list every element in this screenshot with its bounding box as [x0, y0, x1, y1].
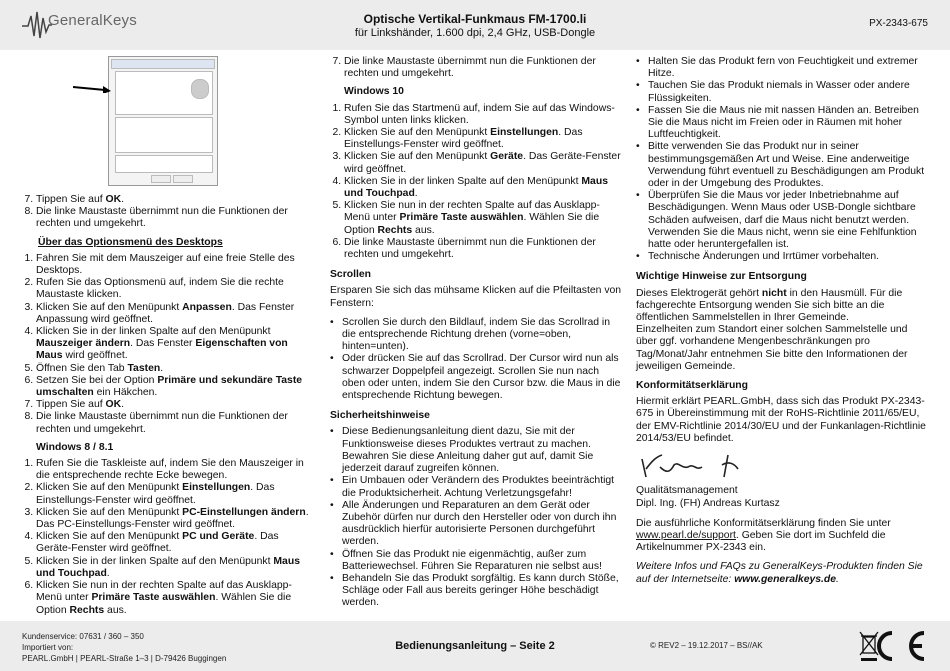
- list-item: 7. Tippen Sie auf OK.: [36, 399, 314, 411]
- list-item: 8. Die linke Maustaste übernimmt nun die Funktionen der rechten und umgekehrt.: [36, 206, 314, 230]
- detailed-conformity-paragraph: Die ausführliche Konformitätserklärung finden Sie unter www.pearl.de/support. Geben Sie dort im Suchfeld die Artikelnummer PX-2343 ein.: [636, 517, 891, 554]
- disposal-paragraph-2: Einzelheiten zum Standort einer solchen Sammelstelle und über ggf. vorhandene Mengenbeschränkungen pro Tag/Monat/Jahr entnehmen Sie bitte den Informationen der jeweiligen Gemeinde.: [636, 324, 908, 372]
- qm-title: Qualitätsmanagement: [636, 485, 738, 497]
- arrow-icon: [73, 85, 111, 93]
- steps-list-a: [22, 194, 314, 231]
- qm-name: Dipl. Ing. (FH) Andreas Kurtasz: [636, 497, 780, 509]
- list-item: • Halten Sie das Produkt fern von Feuchtigkeit und extremer Hitze.: [648, 56, 928, 80]
- list-item: 5. Klicken Sie in der linken Spalte auf den Menüpunkt Maus und Touchpad.: [36, 556, 314, 580]
- safety-list: [330, 426, 622, 609]
- signature-image: [636, 447, 776, 481]
- list-item: 3. Klicken Sie auf den Menüpunkt PC-Einstellungen ändern. Das PC-Einstellungs-Fenster wird geöffnet.: [36, 507, 314, 531]
- list-item: 4. Klicken Sie in der linken Spalte auf den Menüpunkt Mauszeiger ändern. Das Fenster Eigenschaften von Maus wird geöffnet.: [36, 326, 314, 363]
- list-item: 3. Klicken Sie auf den Menüpunkt Geräte. Das Geräte-Fenster wird geöffnet.: [344, 151, 622, 175]
- ce-mark-icon: [864, 629, 928, 663]
- list-item: • Alle Änderungen und Reparaturen an dem Gerät oder Zubehör dürfen nur durch den Hersteller oder von durch ihn ausdrücklich hierfür autorisierte Personen durchgeführt werden.: [342, 500, 622, 549]
- heading-windows-8: Windows 8 / 8.1: [36, 441, 114, 453]
- column-3: [636, 56, 928, 593]
- steps-list-windows-8-continued: [330, 56, 622, 80]
- list-item: 1. Fahren Sie mit dem Mauszeiger auf eine freie Stelle des Desktops.: [36, 253, 314, 277]
- scroll-list: [330, 317, 622, 402]
- heading-scroll: Scrollen: [330, 269, 371, 281]
- document-title: Optische Vertikal-Funkmaus FM-1700.li: [363, 12, 587, 26]
- list-item: 8. Die linke Maustaste übernimmt nun die Funktionen der rechten und umgekehrt.: [36, 411, 314, 435]
- importer-address: PEARL.GmbH | PEARL-Straße 1–3 | D-79426 Buggingen: [22, 654, 227, 663]
- list-item: • Bitte verwenden Sie das Produkt nur in seiner bestimmungsgemäßen Art und Weise. Eine anderweitige Verwendung führt eventuell zu Beschädigungen am Produkt oder in der Umgebung des Produktes.: [648, 141, 928, 190]
- list-item: 2. Klicken Sie auf den Menüpunkt Einstellungen. Das Einstellungs-Fenster wird geöffnet.: [36, 482, 314, 506]
- steps-list-windows-10: [330, 103, 622, 262]
- list-item: 7. Tippen Sie auf OK.: [36, 194, 314, 206]
- page-header: [0, 0, 950, 50]
- list-item: • Tauchen Sie das Produkt niemals in Wasser oder andere Flüssigkeiten.: [648, 80, 928, 104]
- importer-label: Importiert von:: [22, 643, 74, 652]
- list-item: 2. Klicken Sie auf den Menüpunkt Einstellungen. Das Einstellungs-Fenster wird geöffnet.: [344, 127, 622, 151]
- list-item: • Überprüfen Sie die Maus vor jeder Inbetriebnahme auf Beschädigungen. Wenn Maus oder USB-Dongle sichtbare Schäden aufweisen, darf die Maus nicht benutzt werden. Verwenden Sie die Maus nicht, wenn sie eine Fehlfunktion hatte oder heruntergefallen ist.: [648, 190, 928, 251]
- list-item: • Behandeln Sie das Produkt sorgfältig. Es kann durch Stöße, Schläge oder Fall aus bereits geringer Höhe beschädigt werden.: [342, 573, 622, 610]
- safety-list-continued: [636, 56, 928, 263]
- heading-conformity: Konformitätserklärung: [636, 380, 749, 392]
- list-item: 3. Klicken Sie auf den Menüpunkt Anpassen. Das Fenster Anpassung wird geöffnet.: [36, 302, 314, 326]
- column-2: [330, 56, 622, 610]
- mouse-properties-screenshot: [108, 56, 218, 186]
- heading-desktop: Über das Optionsmenü des Desktops: [38, 236, 223, 248]
- list-item: • Fassen Sie die Maus nie mit nassen Händen an. Betreiben Sie die Maus nicht im Freien oder in Räumen mit hoher Luftfeuchtigkeit.: [648, 105, 928, 142]
- list-item: • Technische Änderungen und Irrtümer vorbehalten.: [648, 251, 928, 263]
- list-item: 4. Klicken Sie in der linken Spalte auf den Menüpunkt Maus und Touchpad.: [344, 176, 622, 200]
- list-item: • Ein Umbauen oder Verändern des Produktes beeinträchtigt die Produktsicherheit. Achtung Verletzungsgefahr!: [342, 475, 622, 499]
- list-item: 5. Klicken Sie nun in der rechten Spalte auf das Ausklapp-Menü unter Primäre Taste auswählen. Wählen Sie die Option Rechts aus.: [344, 200, 622, 237]
- list-item: 1. Rufen Sie die Taskleiste auf, indem Sie den Mauszeiger in die entsprechende rechte Ecke bewegen.: [36, 458, 314, 482]
- list-item: 6. Setzen Sie bei der Option Primäre und sekundäre Taste umschalten ein Häkchen.: [36, 375, 314, 399]
- steps-list-windows-8: [22, 458, 314, 617]
- footer-contact: [22, 631, 226, 664]
- page-label: Bedienungsanleitung – Seite 2: [395, 640, 555, 652]
- heading-disposal: Wichtige Hinweise zur Entsorgung: [636, 271, 807, 283]
- list-item: • Diese Bedienungsanleitung dient dazu, Sie mit der Funktionsweise dieses Produktes vertraut zu machen. Bewahren Sie diese Anleitung daher gut auf, damit Sie jederzeit darauf zugreifen können.: [342, 426, 622, 475]
- scroll-intro: Ersparen Sie sich das mühsame Klicken auf die Pfeiltasten von Fenstern:: [330, 285, 622, 309]
- list-item: • Oder drücken Sie auf das Scrollrad. Der Cursor wird nun als schwarzer Doppelpfeil angezeigt. Scrollen Sie nun nach oben oder unten, indem Sie den Cursor bzw. die Maus in die entsprechende Richtung bewegen.: [342, 353, 622, 402]
- customer-service: Kundenservice: 07631 / 360 – 350: [22, 632, 144, 641]
- list-item: • Öffnen Sie das Produkt nie eigenmächtig, außer zum Batteriewechsel. Führen Sie Reparaturen nie selbst aus!: [342, 549, 622, 573]
- product-code: PX-2343-675: [869, 18, 928, 29]
- steps-list-desktop: [22, 253, 314, 436]
- list-item: 7. Die linke Maustaste übernimmt nun die Funktionen der rechten und umgekehrt.: [344, 56, 622, 80]
- more-info-paragraph: Weitere Infos und FAQs zu GeneralKeys-Produkten finden Sie auf der Internetseite: www.generalkeys.de.: [636, 561, 923, 585]
- revision-label: © REV2 – 19.12.2017 – BS//AK: [650, 641, 763, 650]
- heading-windows-10: Windows 10: [344, 86, 404, 98]
- heading-safety: Sicherheitshinweise: [330, 410, 430, 422]
- list-item: 6. Die linke Maustaste übernimmt nun die Funktionen der rechten und umgekehrt.: [344, 237, 622, 261]
- list-item: 1. Rufen Sie das Startmenü auf, indem Sie auf das Windows-Symbol unten links klicken.: [344, 103, 622, 127]
- list-item: 5. Öffnen Sie den Tab Tasten.: [36, 363, 314, 375]
- page-footer: [0, 621, 950, 671]
- disposal-paragraph-1: Dieses Elektrogerät gehört nicht in den Hausmüll. Für die fachgerechte Entsorgung wenden Sie sich bitte an die öffentlichen Sammelstellen in Ihrer Gemeinde.: [636, 287, 903, 324]
- list-item: • Scrollen Sie durch den Bildlauf, indem Sie das Scrollrad in die entsprechende Richtung drehen (vorne=oben, hinten=unten).: [342, 317, 622, 354]
- logo-text: GeneralKeys: [48, 12, 137, 29]
- list-item: 4. Klicken Sie auf den Menüpunkt PC und Geräte. Das Geräte-Fenster wird geöffnet.: [36, 531, 314, 555]
- document-subtitle: für Linkshänder, 1.600 dpi, 2,4 GHz, USB-Dongle: [354, 27, 596, 39]
- list-item: 6. Klicken Sie nun in der rechten Spalte auf das Ausklapp-Menü unter Primäre Taste auswählen. Wählen Sie die Option Rechts aus.: [36, 580, 314, 617]
- conformity-paragraph: Hiermit erklärt PEARL.GmbH, dass sich das Produkt PX-2343-675 in Übereinstimmung mit der RoHS-Richtlinie 2011/65/EU, der EMV-Richtlinie 2014/30/EU und der Funkanlagen-Richtlinie 2014/53/EU befindet.: [636, 396, 926, 444]
- column-1: [22, 56, 314, 617]
- list-item: 2. Rufen Sie das Optionsmenü auf, indem Sie die rechte Maustaste klicken.: [36, 277, 314, 301]
